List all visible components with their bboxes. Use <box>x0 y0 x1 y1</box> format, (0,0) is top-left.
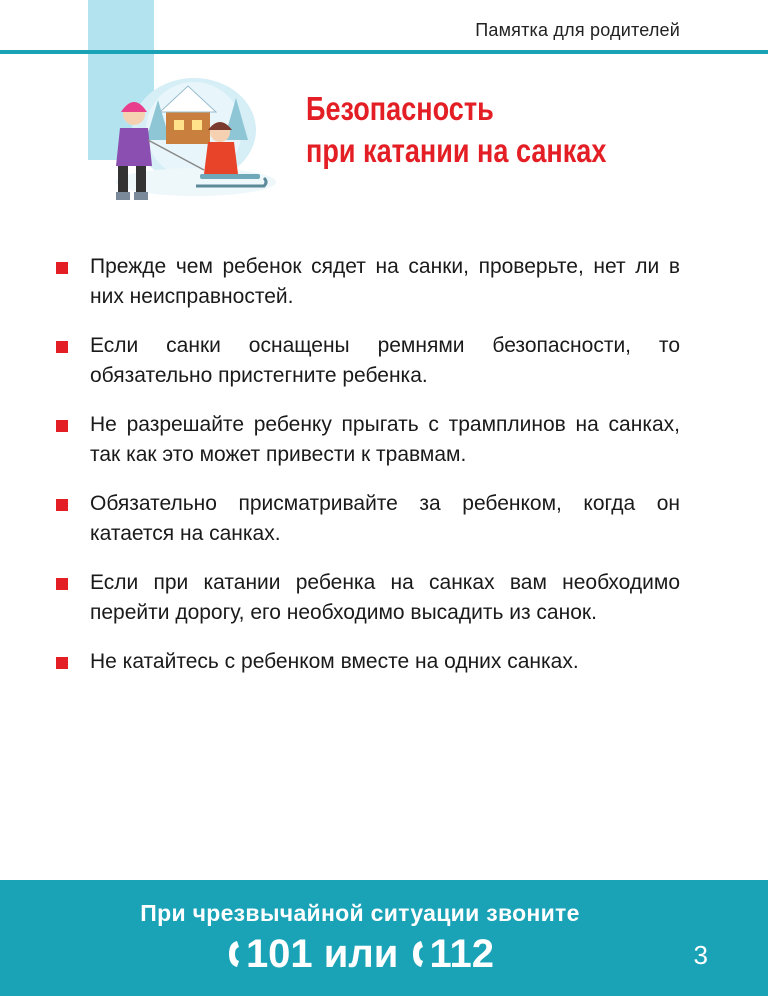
list-item <box>54 647 680 677</box>
list-item <box>54 331 680 391</box>
header-divider <box>0 50 768 54</box>
list-item-text: Не разрешайте ребенку прыгать с трамплинов на санках, так как это может привести к травмам. <box>90 413 680 466</box>
kids-sledding-illustration <box>96 70 276 210</box>
list-item <box>54 410 680 470</box>
page-number: 3 <box>693 940 708 970</box>
list-item-text: Если санки оснащены ремнями безопасности, то обязательно пристегните ребенка. <box>90 334 680 387</box>
page-title-line1: Безопасность <box>306 90 494 127</box>
phone-handset-icon <box>226 939 242 969</box>
list-item-text: Не катайтесь с ребенком вместе на одних санках. <box>90 650 579 673</box>
emergency-footer <box>0 880 768 996</box>
emergency-number-112: 112 <box>429 932 495 976</box>
list-item <box>54 489 680 549</box>
list-item-text: Обязательно присматривайте за ребенком, когда он катается на санках. <box>90 492 680 545</box>
square-bullet-icon <box>56 420 68 432</box>
list-item <box>54 252 680 312</box>
page-title-line2: при катании на санках <box>306 132 607 169</box>
emergency-call-text: При чрезвычайной ситуации звоните <box>140 900 580 926</box>
square-bullet-icon <box>56 499 68 511</box>
safety-tips-list <box>54 252 680 696</box>
square-bullet-icon <box>56 657 68 669</box>
square-bullet-icon <box>56 578 68 590</box>
list-item-text: Прежде чем ребенок сядет на санки, проверьте, нет ли в них неисправностей. <box>90 255 680 308</box>
phone-handset-icon <box>410 939 426 969</box>
emergency-numbers-conjunction: или <box>312 932 410 976</box>
header-title: Памятка для родителей <box>475 20 680 40</box>
square-bullet-icon <box>56 341 68 353</box>
page-title <box>306 88 606 172</box>
emergency-number-101: 101 <box>245 932 313 976</box>
square-bullet-icon <box>56 262 68 274</box>
emergency-numbers <box>0 932 720 977</box>
list-item-text: Если при катании ребенка на санках вам необходимо перейти дорогу, его необходимо высадить из санок. <box>90 571 680 624</box>
list-item <box>54 568 680 628</box>
